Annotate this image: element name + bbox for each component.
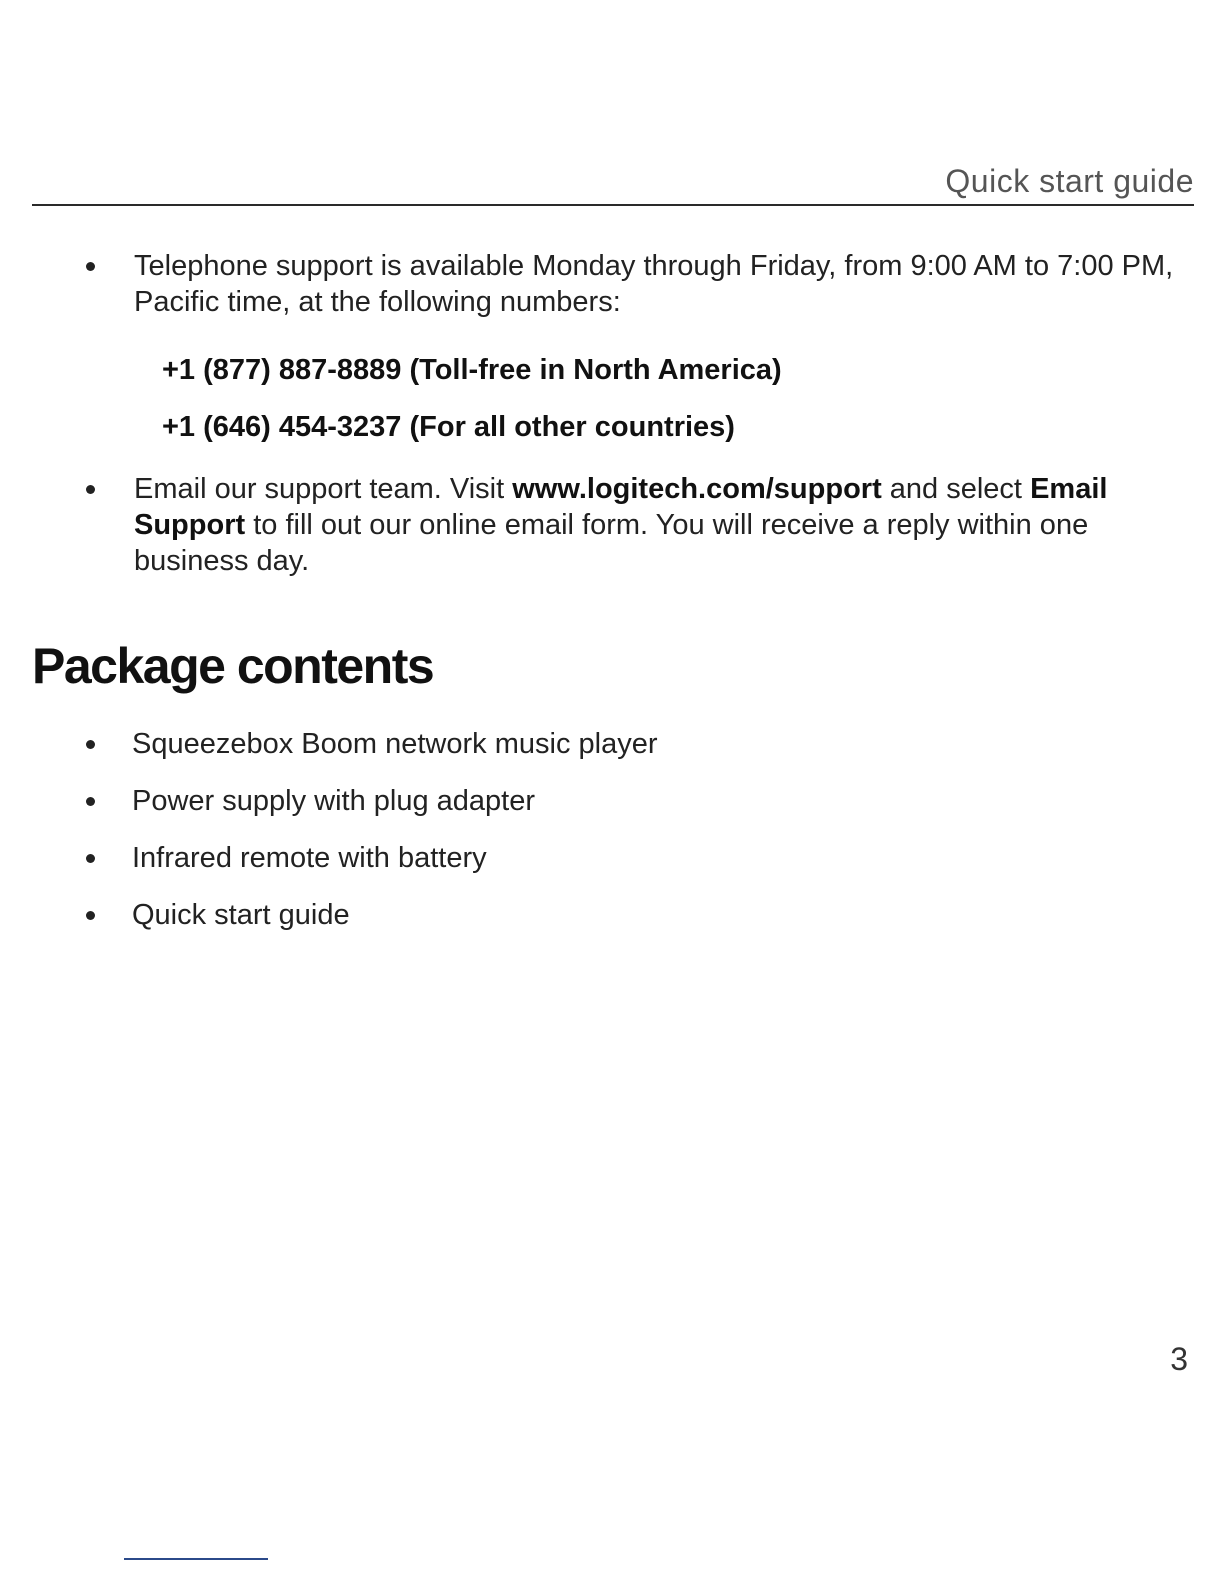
package-contents-heading: Package contents <box>32 638 434 694</box>
running-header-title: Quick start guide <box>945 163 1194 199</box>
email-support-option: Email Support <box>134 473 1108 541</box>
bullet-icon <box>86 911 95 920</box>
support-list <box>0 248 1224 579</box>
email-middle-text: and select <box>881 473 1031 505</box>
list-item <box>0 840 1224 876</box>
package-item-label: Infrared remote with battery <box>132 842 487 874</box>
telephone-support-text: Telephone support is available Monday through Friday, from 9:00 AM to 7:00 PM, Pacific time, at the following numbers: <box>134 250 1174 318</box>
phone-numbers <box>0 352 1224 445</box>
bullet-icon <box>86 262 95 271</box>
package-item-label: Squeezebox Boom network music player <box>132 728 658 760</box>
email-support-item <box>0 471 1224 579</box>
package-item-label: Power supply with plug adapter <box>132 785 536 817</box>
package-item-label: Quick start guide <box>132 899 350 931</box>
phone-number-other-countries: +1 (646) 454-3237 (For all other countries) <box>162 411 735 443</box>
telephone-support-item <box>0 248 1224 320</box>
bullet-icon <box>86 854 95 863</box>
bullet-icon <box>86 485 95 494</box>
page-number: 3 <box>1170 1341 1188 1377</box>
bullet-icon <box>86 740 95 749</box>
list-item <box>0 897 1224 933</box>
support-url: www.logitech.com/support <box>512 473 882 505</box>
email-intro-text: Email our support team. Visit <box>134 473 513 505</box>
list-item <box>0 783 1224 819</box>
list-item <box>0 726 1224 762</box>
bullet-icon <box>86 797 95 806</box>
phone-number-north-america: +1 (877) 887-8889 (Toll-free in North America) <box>162 354 782 386</box>
footer-mark <box>124 1558 268 1560</box>
header-rule <box>32 204 1194 206</box>
package-contents-list <box>0 726 1224 954</box>
email-outro-text: to fill out our online email form. You will receive a reply within one business day. <box>134 509 1089 577</box>
